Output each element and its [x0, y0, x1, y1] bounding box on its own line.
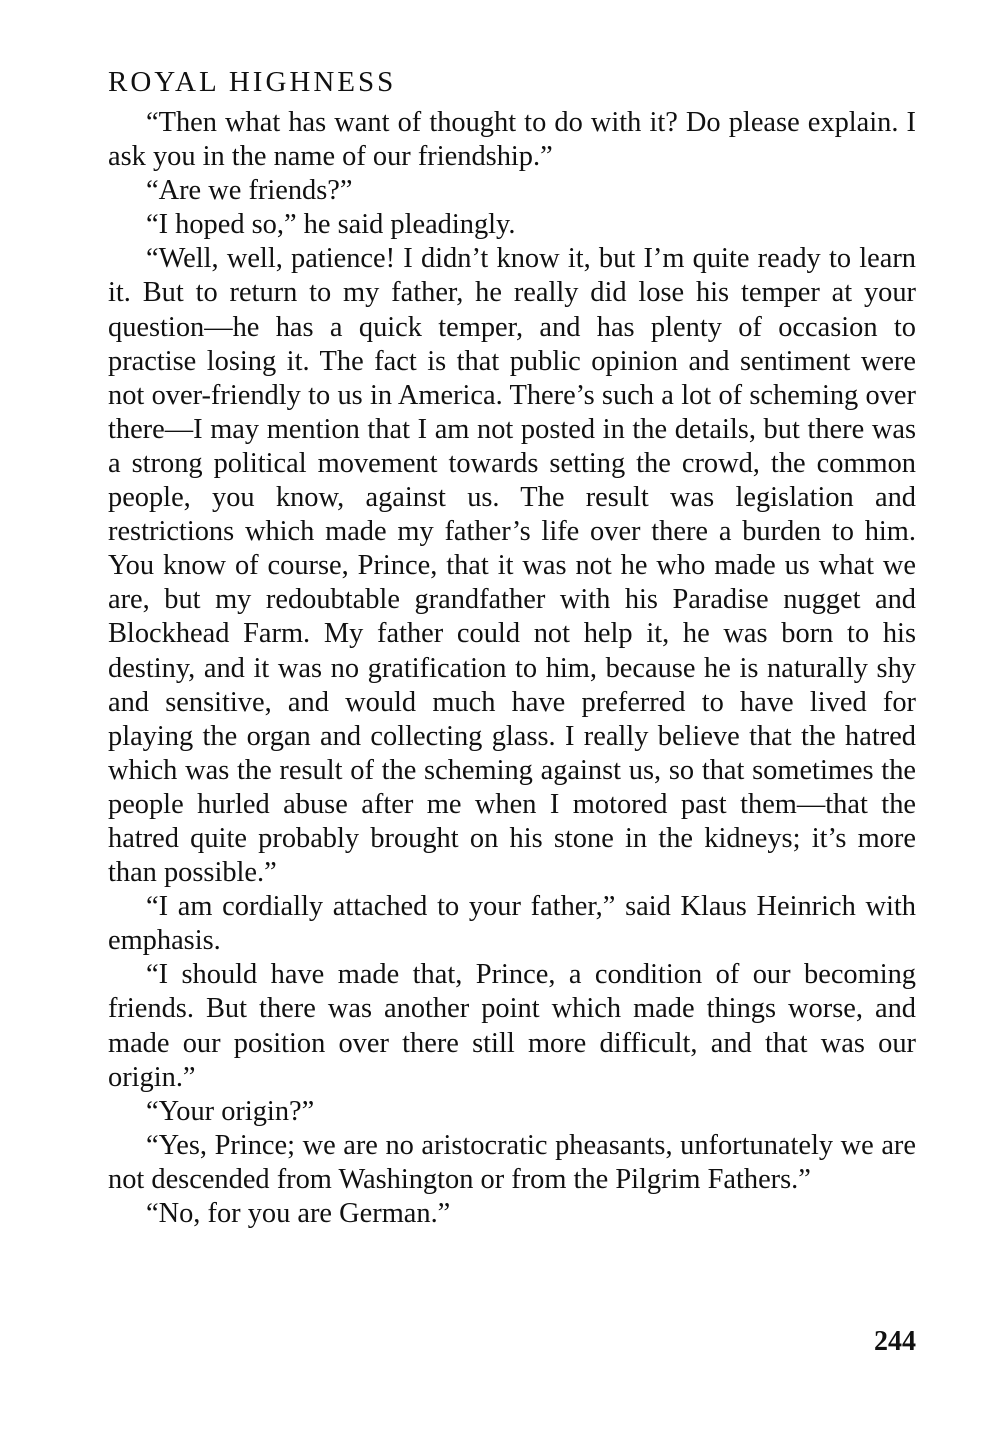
page-number: 244: [874, 1326, 916, 1357]
book-page: [108, 62, 916, 1231]
paragraph: “Then what has want of thought to do with it? Do please explain. I ask you in the name of our friendship.”: [108, 107, 916, 173]
paragraph: “Are we friends?”: [146, 175, 353, 207]
paragraph: “Yes, Prince; we are no aristocratic pheasants, unfortunately we are not descended from Washington or from the Pilgrim Fathers.”: [108, 1129, 916, 1195]
paragraph: “Your origin?”: [146, 1095, 315, 1127]
paragraph: “No, for you are German.”: [146, 1198, 451, 1229]
paragraph: “I am cordially attached to your father,” said Klaus Heinrich with emphasis.: [108, 891, 916, 957]
running-title: ROYAL HIGHNESS: [108, 66, 397, 98]
paragraph: “I should have made that, Prince, a condition of our becoming friends. But there was another point which made things worse, and made our position over there still more difficult, and that was our origin.”: [108, 959, 916, 1093]
paragraph: “I hoped so,” he said pleadingly.: [146, 209, 516, 241]
body-text: [108, 106, 916, 1231]
paragraph: “Well, well, patience! I didn’t know it, but I’m quite ready to learn it. But to return to my father, he really did lose his temper at your question—he has a quick temper, and has plenty of occasion to practise losing it. The fact is that public opinion and sentiment were not over-friendly to us in America. There’s such a lot of scheming over there—I may mention that I am not posted in the details, but there was a strong political movement towards setting the crowd, the common people, you know, against us. The result was legislation and restrictions which made my father’s life over there a burden to him. You know of course, Prince, that it was not he who made us what we are, but my redoubtable grandfather with his Paradise nugget and Blockhead Farm. My father could not help it, he was born to his destiny, and it was no gratification to him, because he is naturally shy and sensitive, and would much have preferred to have lived for playing the organ and collecting glass. I really believe that the hatred which was the result of the scheming against us, so that sometimes the people hurled abuse after me when I motored past them—that the hatred quite probably brought on his stone in the kidneys; it’s more than possible.”: [108, 243, 916, 889]
